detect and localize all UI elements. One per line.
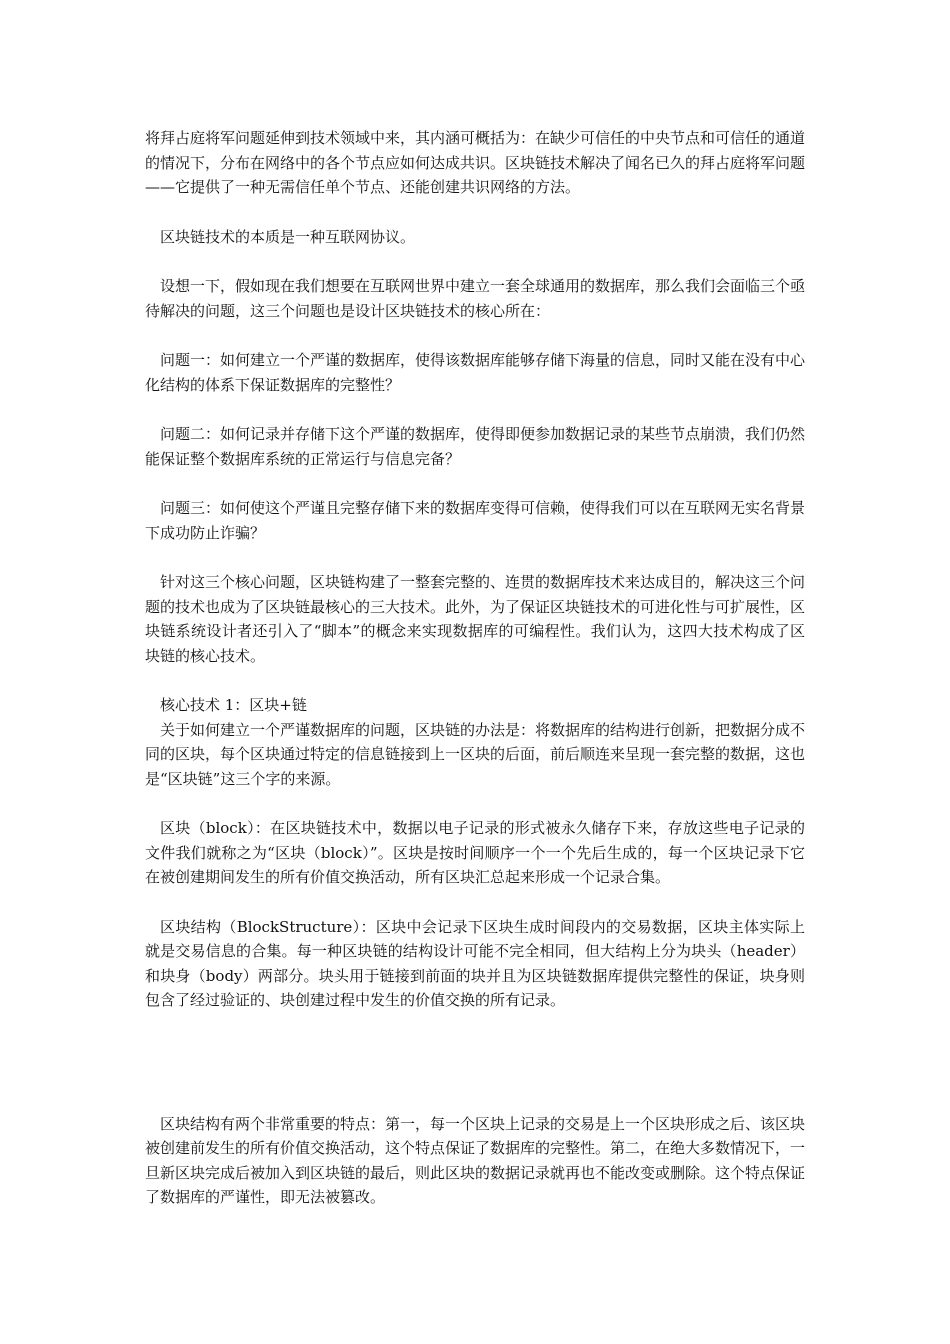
paragraph-global-database: 设想一下，假如现在我们想要在互联网世界中建立一套全球通用的数据库，那么我们会面临三个亟待解决的问题，这三个问题也是设计区块链技术的核心所在： xyxy=(145,277,806,320)
paragraph-question-two: 问题二：如何记录并存储下这个严谨的数据库，使得即便参加数据记录的某些节点崩溃，我们仍然能保证整个数据库系统的正常运行与信息完备？ xyxy=(145,425,806,468)
paragraph-core-technologies: 针对这三个核心问题，区块链构建了一整套完整的、连贯的数据库技术来达成目的，解决这三个问题的技术也成为了区块链最核心的三大技术。此外，为了保证区块链技术的可进化性与可扩展性，区块链系统设计者还引入了“脚本”的概念来实现数据库的可编程性。我们认为，这四大技术构成了区块链的核心技术。 xyxy=(145,573,806,665)
paragraph-byzantine-generals: 将拜占庭将军问题延伸到技术领域中来，其内涵可概括为：在缺少可信任的中央节点和可信任的通道的情况下，分布在网络中的各个节点应如何达成共识。区块链技术解决了闻名已久的拜占庭将军问题——它提供了一种无需信任单个节点、还能创建共识网络的方法。 xyxy=(145,129,806,196)
paragraph-essence: 区块链技术的本质是一种互联网协议。 xyxy=(160,227,416,246)
paragraph-block-definition: 区块（block）：在区块链技术中，数据以电子记录的形式被永久储存下来，存放这些电子记录的文件我们就称之为“区块（block）”。区块是按时间顺序一个一个先后生成的，每一个区块记录下它在被创建期间发生的所有价值交换活动，所有区块汇总起来形成一个记录合集。 xyxy=(145,819,805,886)
paragraph-block-structure: 区块结构（BlockStructure）：区块中会记录下区块生成时间段内的交易数据，区块主体实际上就是交易信息的合集。每一种区块链的结构设计可能不完全相同，但大结构上分为块头（header）和块身（body）两部分。块头用于链接到前面的块并且为区块链数据库提供完整性的保证，块身则包含了经过验证的、块创建过程中发生的价值交换的所有记录。 xyxy=(145,917,805,1009)
paragraph-block-chain-method: 关于如何建立一个严谨数据库的问题，区块链的办法是：将数据库的结构进行创新，把数据分成不同的区块，每个区块通过特定的信息链接到上一区块的后面，前后顺连来呈现一套完整的数据，这也是“区块链”这三个字的来源。 xyxy=(145,720,806,788)
blank-spacer xyxy=(145,1038,805,1112)
section-heading-block-chain: 核心技术 1：区块+链 xyxy=(160,696,307,714)
paragraph-question-three: 问题三：如何使这个严谨且完整存储下来的数据库变得可信赖，使得我们可以在互联网无实名背景下成功防止诈骗？ xyxy=(145,499,806,542)
paragraph-question-one: 问题一：如何建立一个严谨的数据库，使得该数据库能够存储下海量的信息，同时又能在没有中心化结构的体系下保证数据库的完整性？ xyxy=(145,351,806,394)
document-body xyxy=(145,126,805,1235)
paragraph-block-structure-features: 区块结构有两个非常重要的特点：第一，每一个区块上记录的交易是上一个区块形成之后、该区块被创建前发生的所有价值交换活动，这个特点保证了数据库的完整性。第二，在绝大多数情况下，一旦新区块完成后被加入到区块链的最后，则此区块的数据记录就再也不能改变或删除。这个特点保证了数据库的严谨性，即无法被篡改。 xyxy=(145,1114,806,1206)
